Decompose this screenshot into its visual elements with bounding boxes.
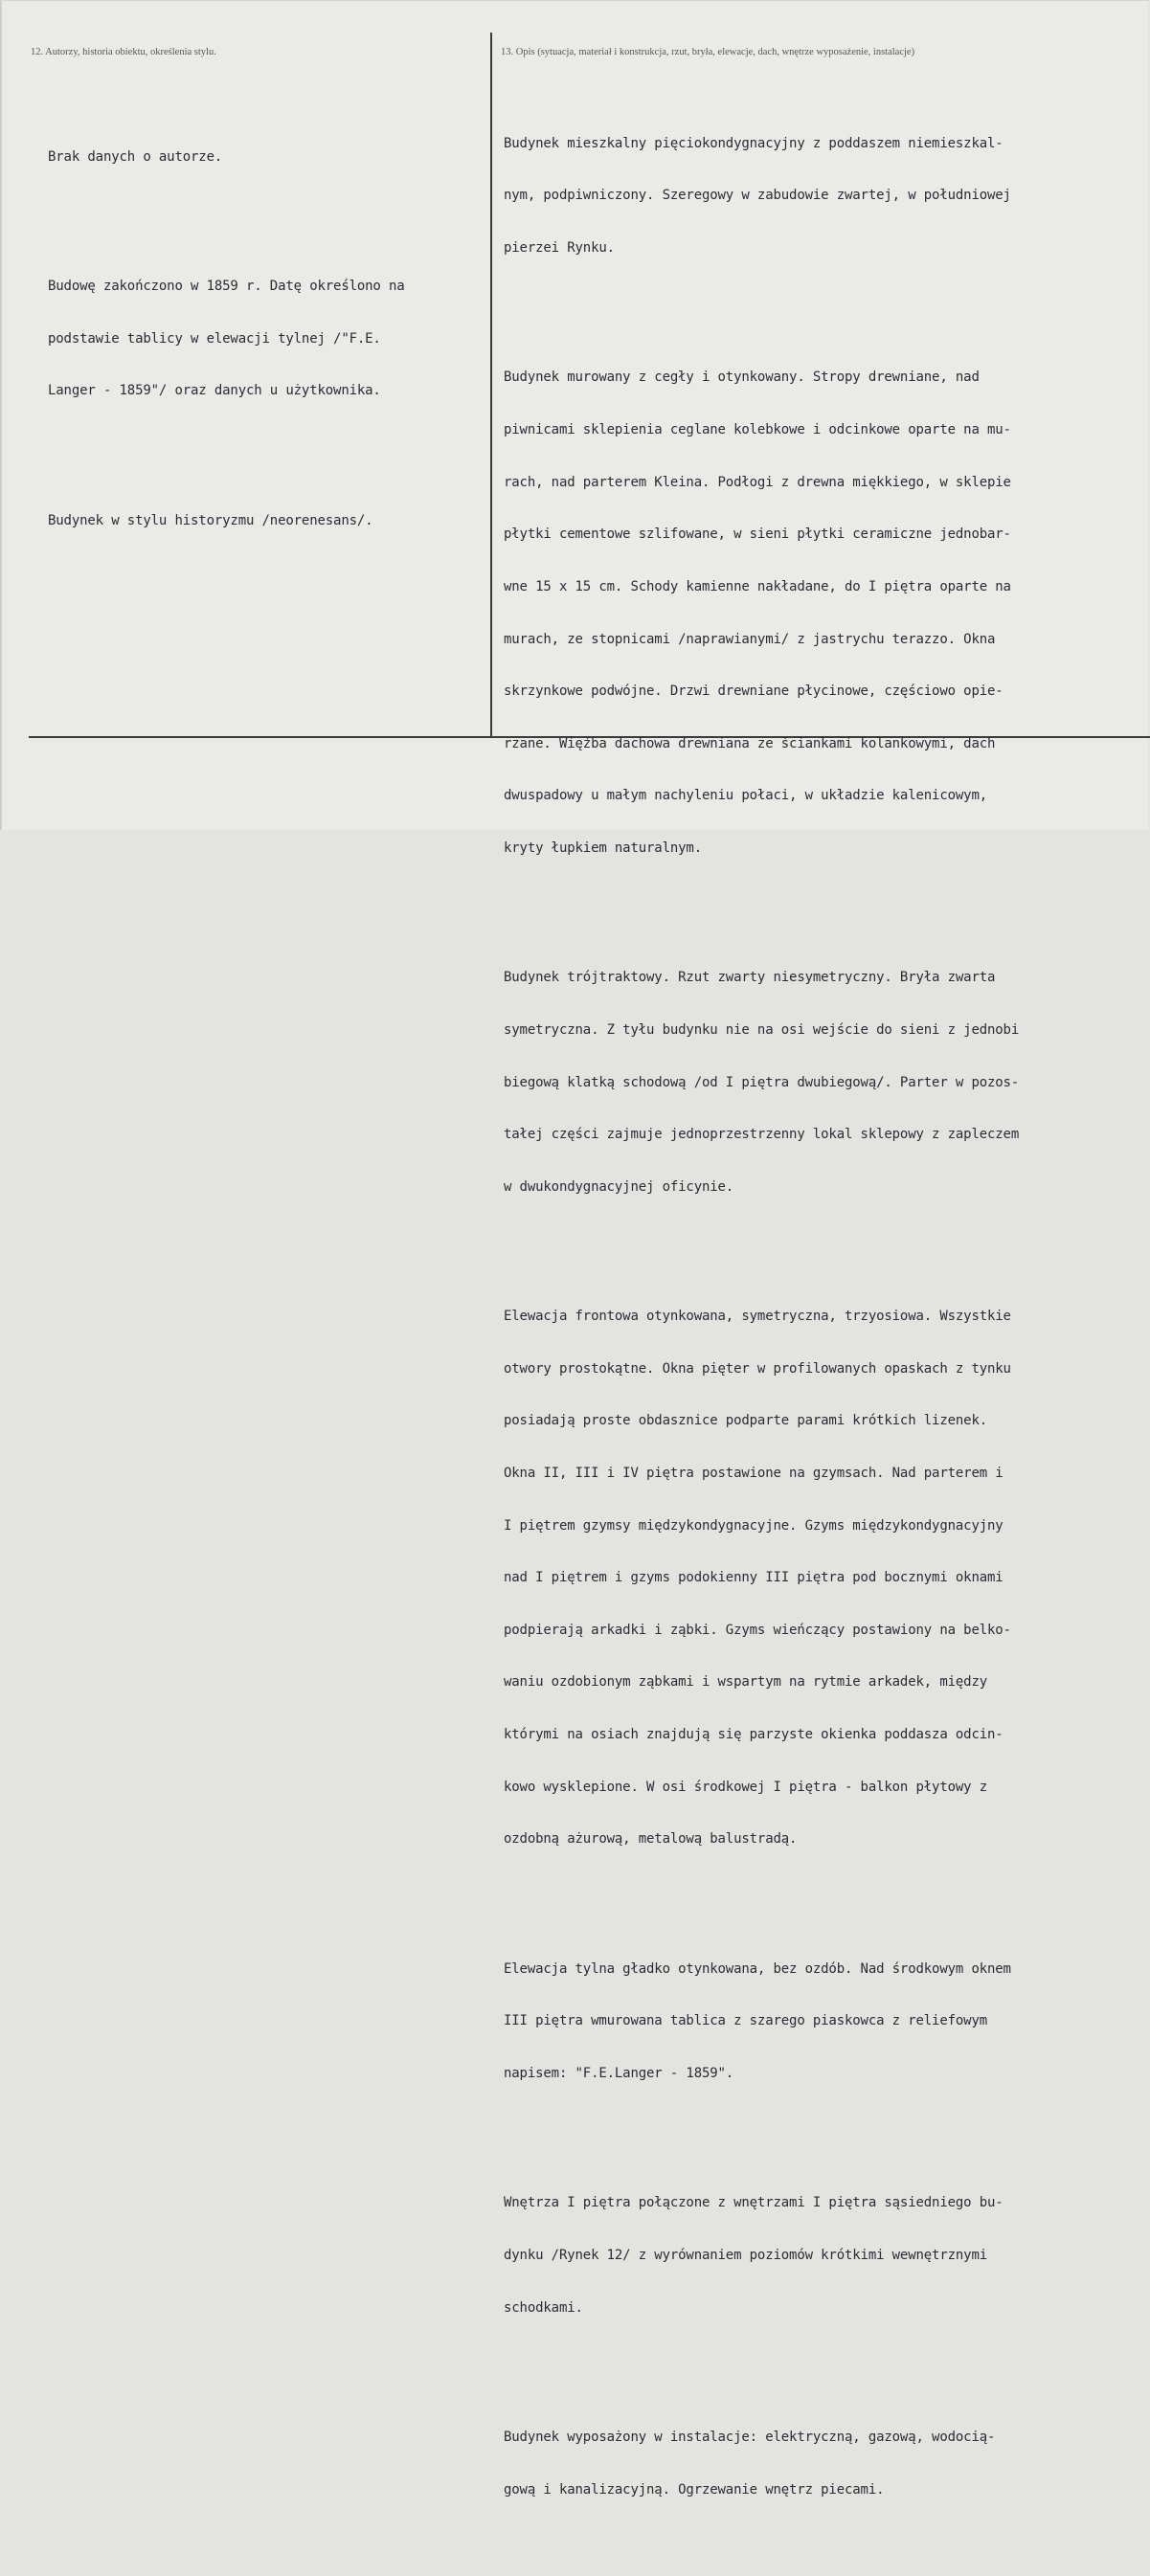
text-line: III piętra wmurowana tablica z szarego piaskowca z reliefowym: [504, 2013, 988, 2029]
text-line: biegową klatką schodową /od I piętra dwubiegową/. Parter w pozos-: [504, 1074, 1020, 1090]
text-line: pierzei Rynku.: [504, 240, 615, 257]
text-line: Elewacja frontowa otynkowana, symetryczna, trzyosiowa. Wszystkie: [504, 1309, 1011, 1325]
text-line: tałej części zajmuje jednoprzestrzenny lokal sklepowy z zapleczem: [504, 1127, 1020, 1143]
text-line: Budynek trójtraktowy. Rzut zwarty niesymetryczny. Bryła zwarta: [504, 970, 996, 986]
text-line: Budynek mieszkalny pięciokondygnacyjny z poddaszem niemieszkal-: [504, 135, 1003, 151]
paragraph: [504, 1273, 1019, 1883]
paragraph: [48, 477, 405, 564]
text-line: dynku /Rynek 12/ z wyrównaniem poziomów krótkimi wewnętrznymi: [504, 2247, 988, 2263]
text-line: ozdobną ażurową, metalową balustradą.: [504, 1831, 798, 1848]
text-line: Budynek wyposażony w instalacje: elektryczną, gazową, wodocią-: [504, 2430, 996, 2446]
paragraph: [504, 2160, 1019, 2351]
text-line: Elewacja tylna gładko otynkowana, bez ozdób. Nad środkowym oknem: [504, 1960, 1011, 1977]
text-line: wne 15 x 15 cm. Schody kamienne nakładane, do I piętra oparte na: [504, 578, 1011, 594]
text-line: Wnętrza I piętra połączone z wnętrzami I piętra sąsiedniego bu-: [504, 2195, 1003, 2211]
text-line: Langer - 1859"/ oraz danych u użytkownika.: [48, 383, 381, 399]
text-line: gową i kanalizacyjną. Ogrzewanie wnętrz piecami.: [504, 2481, 885, 2498]
text-line: otwory prostokątne. Okna pięter w profilowanych opaskach z tynku: [504, 1360, 1011, 1377]
text-line: Budynek w stylu historyzmu /neorenesans/.: [48, 512, 373, 528]
text-line: piwnicami sklepienia ceglane kolebkowe i odcinkowe oparte na mu-: [504, 422, 1011, 438]
text-line: Budynek murowany z cegły i otynkowany. Stropy drewniane, nad: [504, 370, 980, 386]
paragraph: [48, 243, 405, 435]
text-line: którymi na osiach znajdują się parzyste okienka poddasza odcin-: [504, 1727, 1003, 1743]
text-line: Budowę zakończono w 1859 r. Datę określono na: [48, 279, 405, 295]
paragraph: [48, 113, 405, 200]
text-line: dwuspadowy u małym nachyleniu połaci, w układzie kalenicowym,: [504, 788, 988, 804]
text-line: nad I piętrem i gzyms podokienny III piętra pod bocznymi oknami: [504, 1570, 1003, 1586]
text-line: symetryczna. Z tyłu budynku nie na osi wejście do sieni z jednobi: [504, 1021, 1020, 1038]
paragraph: [504, 2394, 1019, 2534]
section-13-header: 13. Opis (sytuacja, materiał i konstrukcja, rzut, bryła, elewacje, dach, wnętrze wyposażenie, instalacje): [501, 47, 915, 57]
text-line: schodkami.: [504, 2299, 583, 2316]
paragraph: [504, 334, 1019, 892]
text-line: kowo wysklepione. W osi środkowej I piętra - balkon płytowy z: [504, 1779, 988, 1795]
text-line: Okna II, III i IV piętra postawione na gzymsach. Nad parterem i: [504, 1466, 1003, 1482]
text-line: kryty łupkiem naturalnym.: [504, 840, 702, 856]
text-line: Brak danych o autorze.: [48, 148, 223, 165]
paragraph: [504, 100, 1019, 291]
text-line: płytki cementowe szlifowane, w sieni płytki ceramiczne jednobar-: [504, 526, 1011, 543]
text-line: waniu ozdobionym ząbkami i wspartym na rytmie arkadek, między: [504, 1674, 988, 1691]
authors-history-text: [48, 78, 405, 607]
description-text: [504, 65, 1019, 2576]
text-line: skrzynkowe podwójne. Drzwi drewniane płycinowe, częściowo opie-: [504, 683, 1003, 700]
paragraph: [504, 1925, 1019, 2117]
text-line: napisem: "F.E.Langer - 1859".: [504, 2065, 734, 2081]
text-line: rach, nad parterem Kleina. Podłogi z drewna miękkiego, w sklepie: [504, 474, 1011, 490]
text-line: murach, ze stopnicami /naprawianymi/ z jastrychu terazzo. Okna: [504, 631, 996, 647]
text-line: rzane. Więźba dachowa drewniana ze ściankami kolankowymi, dach: [504, 735, 996, 751]
column-divider: [490, 33, 492, 738]
text-line: posiadają proste obdasznice podparte parami krótkich lizenek.: [504, 1413, 988, 1429]
text-line: podpierają arkadki i ząbki. Gzyms wieńczący postawiony na belko-: [504, 1622, 1011, 1638]
section-12-header: 12. Autorzy, historia obiektu, określenia stylu.: [31, 47, 216, 57]
paragraph: [504, 934, 1019, 1230]
text-line: w dwukondygnacyjnej oficynie.: [504, 1178, 734, 1195]
text-line: I piętrem gzymsy międzykondygnacyjne. Gzyms międzykondygnacyjny: [504, 1517, 1003, 1534]
text-line: nym, podpiwniczony. Szeregowy w zabudowie zwartej, w południowej: [504, 188, 1011, 204]
text-line: podstawie tablicy w elewacji tylnej /"F.E.: [48, 330, 381, 347]
